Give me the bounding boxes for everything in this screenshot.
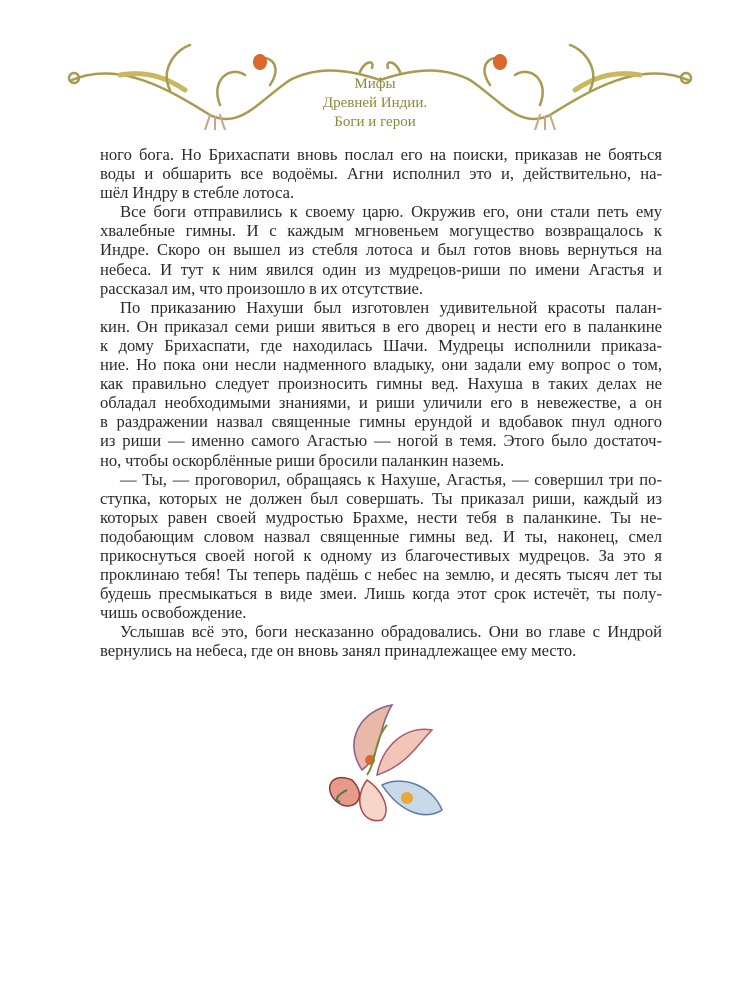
paisley-flower-illustration [322, 700, 452, 835]
header-title-line: Древней Индии. [322, 95, 428, 111]
body-text [100, 145, 662, 661]
text-line: к дому Брихаспати, где находилась Шачи. Мудрецы исполнили приказа- [100, 335, 662, 355]
text-line: будешь пресмыкаться в виде змеи. Лишь когда этот срок истечёт, ты полу- [100, 584, 662, 604]
text-line: проклинаю тебя! Ты теперь падёшь с небес на землю, и десять тысяч лет ты [100, 565, 662, 585]
book-title-header [0, 75, 750, 132]
text-line: Услышав всё это, боги несказанно обрадовались. Они во главе с Индрой [120, 622, 662, 642]
text-line: воды и обшарить все водоёмы. Агни исполнил это и, действительно, на- [100, 164, 662, 184]
text-line: хвалебные гимны. И с каждым мгновеньем могущество возвращалось к [100, 221, 662, 241]
text-line: шёл Индру в стебле лотоса. [100, 183, 295, 203]
text-line: из риши — именно самого Агастью — ногой в темя. Этого было достаточ- [100, 431, 662, 451]
text-line: ступка, которых не должен был совершать. Ты приказал риши, каждый из [100, 488, 662, 508]
text-line: вернулись на небеса, где он вновь занял принадлежащее ему место. [100, 641, 577, 661]
text-line: кин. Он приказал семи риши явиться в его дворец и нести его в паланкине [100, 316, 662, 336]
text-line: в раздражении назвал священные гимны ерундой и вдобавок пнул одного [100, 412, 662, 432]
text-line: как правильно следует произносить гимны вед. Нахуша в таких делах не [100, 374, 662, 394]
text-line: — Ты, — проговорил, обращаясь к Нахуше, Агастья, — совершил три по- [120, 469, 662, 489]
text-line: чишь освобождение. [100, 603, 247, 623]
text-line: которых равен своей мудростью Брахме, нести тебя в паланкине. Ты не- [100, 507, 662, 527]
text-line: обладал необходимыми знаниями, и риши уличили его в невежестве, а он [100, 393, 662, 413]
text-line: ного бога. Но Брихаспати вновь послал его на поиски, приказав не бояться [100, 145, 662, 164]
text-line: рассказал им, что произошло в их отсутствие. [100, 278, 423, 298]
text-line: По приказанию Нахуши был изготовлен удивительной красоты палан- [120, 297, 662, 317]
header-title-line: Боги и герои [334, 114, 416, 130]
text-line: прикоснуться своей ногой к одному из благочестивых мудрецов. За это я [100, 545, 662, 565]
text-line: Все боги отправились к своему царю. Окружив его, они стали петь ему [120, 202, 662, 222]
header-title-line: Мифы [354, 76, 396, 92]
text-line: подобающим словом назвал священные гимны вед. И ты, наконец, смел [100, 526, 662, 546]
text-line: небеса. И тут к ним явился один из мудрецов-риши по имени Агастья и [100, 259, 662, 279]
text-line: Индре. Скоро он вышел из стебля лотоса и был готов вновь вернуться на [100, 240, 662, 260]
text-line: но, чтобы оскорблённые риши бросили паланкин наземь. [100, 450, 505, 470]
text-line: ние. Но пока они несли надменного владыку, они задали ему вопрос о том, [100, 355, 662, 375]
